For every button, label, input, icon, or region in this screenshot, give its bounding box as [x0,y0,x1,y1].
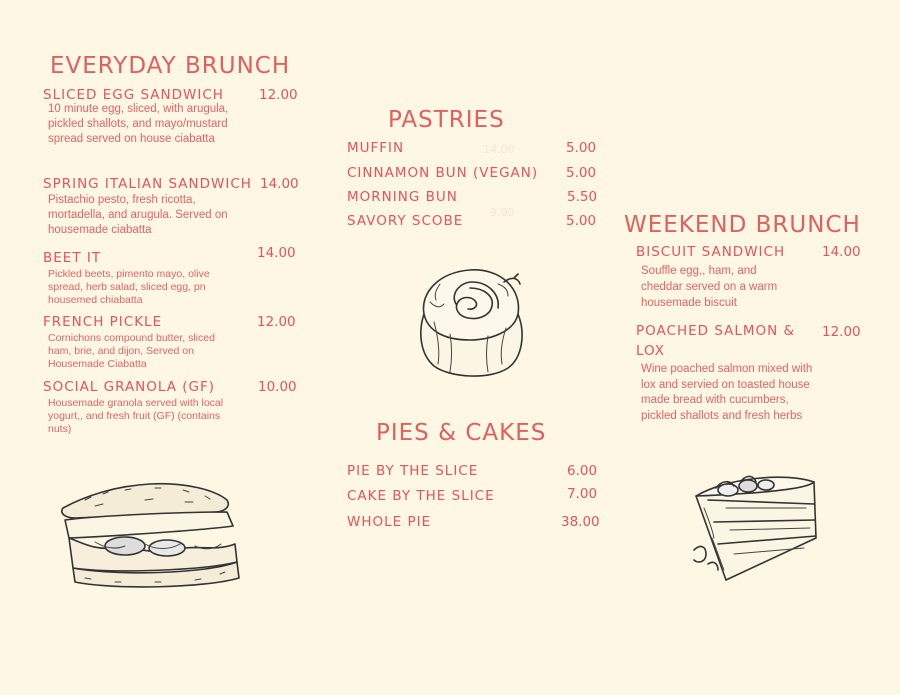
menu-item-description: Housemade granola served with local yogurt,, and fresh fruit (GF) (contains nuts) [48,397,224,435]
menu-item-name: FRENCH PICKLE [43,314,163,330]
menu-item-name: SAVORY SCOBE [347,213,464,229]
menu-item-description: Cornichons compound butter, sliced ham, brie, and dijon, Served on Housemade Ciabatta [48,332,215,370]
menu-item-name: CINNAMON BUN (VEGAN) [347,165,539,181]
menu-item-price: 12.00 [257,314,296,330]
menu-item-price: 5.00 [566,165,597,181]
menu-item-name: MUFFIN [347,140,405,156]
menu-item-price: 12.00 [259,87,298,103]
weekend-brunch-title: WEEKEND BRUNCH [624,212,861,238]
cake-slice-illustration [686,468,821,588]
menu-item-description: Pickled beets, pimento mayo, olive spread, herb salad, sliced egg, pn housemed chiabatta [48,268,210,306]
menu-item-description: Souffle egg,, ham, and cheddar served on a warm housemade biscuit [641,265,778,309]
menu-item-name: BEET IT [43,250,102,266]
menu-item-name: WHOLE PIE [347,514,432,530]
sandwich-illustration [55,478,245,593]
menu-item-price: 5.50 [567,189,598,205]
menu-item-name: CAKE BY THE SLICE [347,488,495,504]
menu-item-description: Pistachio pesto, fresh ricotta, mortadella, and arugula. Served on housemade ciabatta [48,194,228,236]
menu-item-name: SPRING ITALIAN SANDWICH [43,176,252,192]
menu-item-name: LOX [636,343,666,359]
menu-item-price: 6.00 [567,463,598,479]
menu-item-name: POACHED SALMON & [636,323,796,339]
pies-cakes-title: PIES & CAKES [376,420,547,446]
cinnamon-bun-illustration [410,262,530,382]
menu-item-price: 14.00 [257,245,296,261]
menu-item-price: 5.00 [566,213,597,229]
menu-item-description: 10 minute egg, sliced, with arugula, pickled shallots, and mayo/mustard spread served on house ciabatta [48,103,229,145]
menu-item-price: 7.00 [567,486,598,502]
menu-item-price: 12.00 [822,324,861,340]
menu-item-name: MORNING BUN [347,189,458,205]
menu-item-description: Wine poached salmon mixed with lox and servied on toasted house made bread with cucumbers, pickled shallots and fresh herbs [641,363,813,422]
menu-item-name: PIE BY THE SLICE [347,463,479,479]
menu-item-price: 14.00 [822,244,861,260]
menu-item-price: 38.00 [561,514,600,530]
menu-item-name: SLICED EGG SANDWICH [43,87,224,103]
menu-item-name: SOCIAL GRANOLA (GF) [43,379,216,395]
menu-item-name: BISCUIT SANDWICH [636,244,786,260]
everyday-brunch-title: EVERYDAY BRUNCH [50,53,291,79]
menu-item-price: 10.00 [258,379,297,395]
pastries-title: PASTRIES [388,107,505,133]
faded-price: 9.00 [490,206,515,219]
menu-item-price: 5.00 [566,140,597,156]
faded-price: 14.00 [483,143,515,156]
menu-item-price: 14.00 [260,176,299,192]
